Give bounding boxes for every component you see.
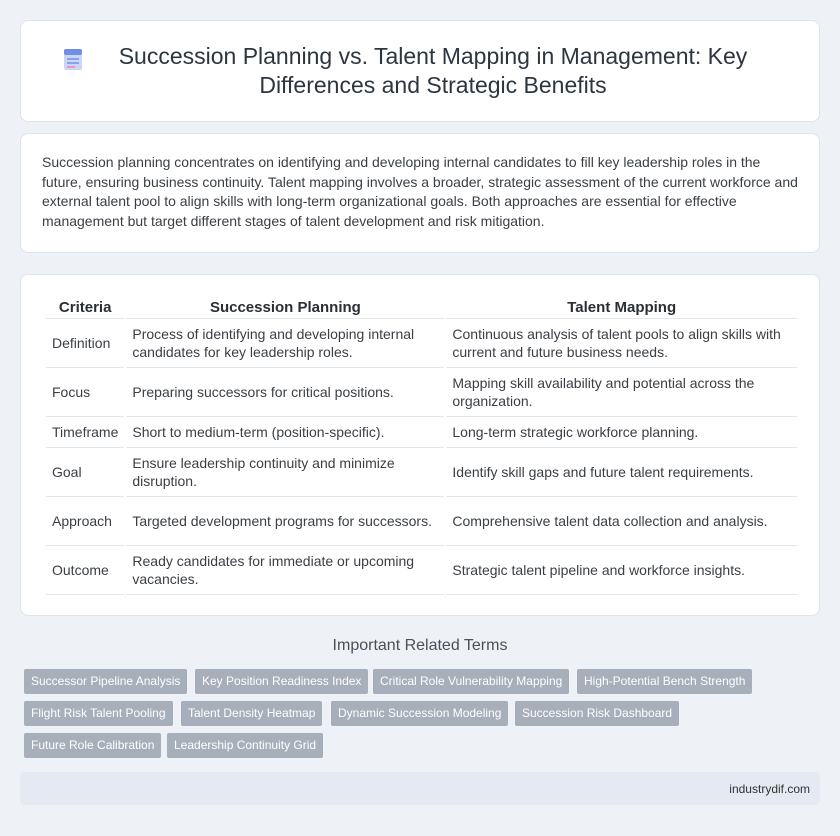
related-terms-heading: Important Related Terms [332,637,508,654]
cell-succession: Process of identifying and developing internal candidates for key leadership roles. [126,319,444,368]
table-header-row [46,293,797,319]
header-criteria: Criteria [46,293,124,319]
table-row [46,368,797,417]
cell-criteria: Timeframe [46,417,124,448]
related-term-tag[interactable]: Leadership Continuity Grid [167,733,323,758]
footer [20,772,820,805]
cell-succession: Preparing successors for critical positions. [126,368,444,417]
related-term-tag[interactable]: Dynamic Succession Modeling [331,701,508,726]
intro-card [20,133,820,253]
table-row [46,546,797,595]
related-term-tag[interactable]: Succession Risk Dashboard [515,701,679,726]
cell-succession: Targeted development programs for successors. [126,497,444,546]
table-row [46,319,797,368]
cell-talent: Mapping skill availability and potential across the organization. [446,368,797,417]
cell-talent: Identify skill gaps and future talent requirements. [446,448,797,497]
document-icon [60,46,86,72]
cell-succession: Ensure leadership continuity and minimize disruption. [126,448,444,497]
cell-succession: Short to medium-term (position-specific). [126,417,444,448]
cell-criteria: Goal [46,448,124,497]
comparison-table [44,293,799,595]
cell-criteria: Focus [46,368,124,417]
related-term-tag[interactable]: Flight Risk Talent Pooling [24,701,173,726]
related-term-tag[interactable]: Talent Density Heatmap [181,701,322,726]
cell-criteria: Outcome [46,546,124,595]
related-term-tag[interactable]: High-Potential Bench Strength [577,669,752,694]
related-term-tag[interactable]: Successor Pipeline Analysis [24,669,187,694]
footer-site-link[interactable]: industrydif.com [729,782,810,796]
header-succession: Succession Planning [126,293,444,319]
related-term-tag[interactable]: Key Position Readiness Index [195,669,368,694]
related-term-tag[interactable]: Future Role Calibration [24,733,161,758]
cell-criteria: Definition [46,319,124,368]
cell-talent: Long-term strategic workforce planning. [446,417,797,448]
cell-succession: Ready candidates for immediate or upcoming vacancies. [126,546,444,595]
table-row [46,497,797,546]
page-title: Succession Planning vs. Talent Mapping in Management: Key Differences and Strategic Benefits [118,43,748,98]
intro-paragraph: Succession planning concentrates on identifying and developing internal candidates to fill key leadership roles in the future, ensuring business continuity. Talent mapping involves a broader, strategic assessment of the current workforce and external talent pool to align skills with long-term organizational goals. Both approaches are essential for effective management but target different stages of talent development and risk mitigation. [42,154,798,229]
table-row [46,448,797,497]
cell-talent: Continuous analysis of talent pools to align skills with current and future business needs. [446,319,797,368]
related-term-tag[interactable]: Critical Role Vulnerability Mapping [373,669,569,694]
cell-criteria: Approach [46,497,124,546]
comparison-card [20,274,820,616]
table-row [46,417,797,448]
title-card [20,20,820,122]
header-talent: Talent Mapping [446,293,797,319]
cell-talent: Comprehensive talent data collection and analysis. [446,497,797,546]
cell-talent: Strategic talent pipeline and workforce insights. [446,546,797,595]
